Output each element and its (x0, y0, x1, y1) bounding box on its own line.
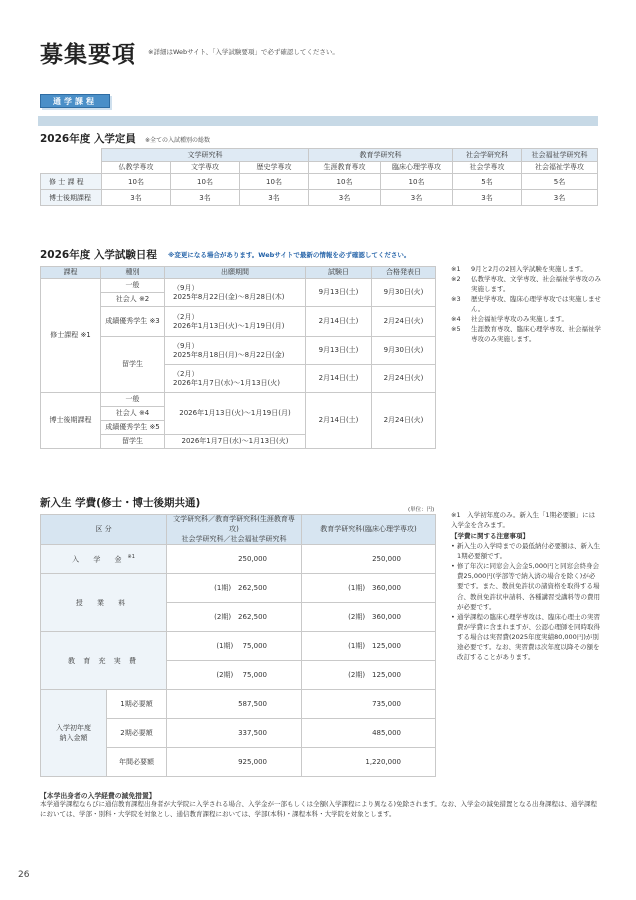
row-label: 博士後期課程 (41, 190, 102, 206)
capacity-value: 3名 (309, 190, 381, 206)
fees-note-item: 新入生の入学時までの最低納付必要額は、新入生1期必要額です。 (457, 542, 600, 561)
period-dates: 2026年1月7日(水)～1月13日(火) (165, 435, 306, 449)
period-dates: 2025年8月18日(月)～8月22日(金) (173, 350, 285, 359)
fee-value: (2期) 262,500 (167, 603, 302, 632)
admission-label-text: 入 学 金 (72, 555, 128, 564)
fees-note-item: 通学課程の臨床心理学専攻は、臨床心理士の実習費が学費に含まれますが、公認心理師を同時取得する場合は実習費(2025年度実績80,000円)が別途必要です。なお、実習費は次年度以降その額を改訂することがあります。 (457, 612, 600, 661)
header-col1-line1: 文学研究科／教育学研究科(生涯教育専攻) (173, 515, 295, 533)
header-col1-line2: 社会学研究科／社会福祉学研究科 (181, 534, 287, 543)
first-year-label (41, 690, 107, 777)
period-cell (165, 337, 306, 365)
capacity-value: 3名 (171, 190, 240, 206)
page-number: 26 (18, 870, 30, 880)
note-key: ※4 (451, 315, 461, 324)
fee-value: (2期) 75,000 (167, 661, 302, 690)
header-cell: 合格発表日 (372, 267, 436, 279)
period-head: （2月） (173, 369, 199, 378)
major-cell: 文学専攻 (171, 161, 240, 174)
header-cell: 出願期間 (165, 267, 306, 279)
fees-notes-head: 【学費に関する注意事項】 (451, 532, 529, 541)
first-year-label-2: 納入金額 (59, 734, 88, 743)
capacity-value: 3名 (381, 190, 453, 206)
admission-mark: ※1 (127, 554, 135, 561)
fee-value: (1期) 125,000 (302, 632, 436, 661)
reduction-title: 【本学出身者の入学経費の減免措置】 (40, 792, 156, 800)
exam-type: 留学生 (101, 337, 165, 393)
result-date: 2月24日(火) (372, 365, 436, 393)
fee-value: 485,000 (302, 719, 436, 748)
capacity-value: 10名 (240, 174, 309, 190)
major-cell: 歴史学専攻 (240, 161, 309, 174)
period-dates: 2026年1月7日(水)～1月13日(火) (173, 378, 281, 387)
first-year-row-label: 1期必要額 (107, 690, 167, 719)
fees-notes: ※1 入学初年度のみ。新入生「1期必要額」には入学金を含みます。 【学費に関する注意事項】 • 新入生の入学時までの最低納付必要額は、新入生1期必要額です。 • 修了年次に同窓会入会金5,000円と同窓会終身会費25,000円(学部等で納入済の場合を除く)が必要です。また、教員免許状の諸資格を取得する場合、教員免許状申請料、各種講習受講料等の費用が必要です。 • 通学課程の臨床心理学専攻は、臨床心理士の実習費が学費に含まれますが、公認心理師を同時取得する場合は実習費(2025年度実績80,000円)が別途必要です。なお、実習費は次年度以降その額を改訂することがあります。 (451, 511, 600, 661)
fee-value: 735,000 (302, 690, 436, 719)
note-text: 歴史学専攻、臨床心理学専攻では実施しません。 (471, 295, 601, 314)
capacity-value: 3名 (102, 190, 171, 206)
header-cell: 課程 (41, 267, 101, 279)
result-date: 2月24日(火) (372, 307, 436, 337)
period-cell (165, 307, 306, 337)
exam-type: 留学生 (101, 435, 165, 449)
header-col2: 教育学研究科(臨床心理学専攻) (302, 515, 436, 545)
fees-note-item: 修了年次に同窓会入会金5,000円と同窓会終身会費25,000円(学部等で納入済の場合を除く)が必要です。また、教員免許状の諸資格を取得する場合、教員免許状申請料、各種講習受講料等の費用が必要です。 (457, 562, 600, 611)
doctor-course-label: 博士後期課程 (41, 393, 101, 449)
capacity-value: 10名 (102, 174, 171, 190)
group-bungaku: 文学研究科 (102, 149, 309, 162)
note-key: ※5 (451, 325, 461, 334)
major-cell: 臨床心理学専攻 (381, 161, 453, 174)
period-head: （9月） (173, 341, 199, 350)
fees-title: 新入生 学費(修士・博士後期共通) (40, 497, 201, 509)
exam-type: 一般 (101, 393, 165, 407)
period-cell (165, 365, 306, 393)
period-dates: 2025年8月22日(金)～8月28日(木) (173, 292, 285, 301)
fee-value: 1,220,000 (302, 748, 436, 777)
section-divider-bar (38, 116, 598, 126)
fee-value: 250,000 (302, 545, 436, 574)
page-note: ※詳細はWebサイト、「入学試験要項」で必ず確認してください。 (148, 48, 339, 56)
group-shakai: 社会学研究科 (453, 149, 522, 162)
header-cell: 試験日 (306, 267, 372, 279)
note-key: ※2 (451, 275, 461, 284)
exam-date: 9月13日(土) (306, 337, 372, 365)
fee-value: (2期) 125,000 (302, 661, 436, 690)
schedule-table (40, 266, 436, 449)
row-label: 修 士 課 程 (41, 174, 102, 190)
exam-date: 2月14日(土) (306, 307, 372, 337)
major-cell: 仏教学専攻 (102, 161, 171, 174)
capacity-subtitle: ※全ての入試種別の総数 (145, 137, 211, 144)
note-key: ※3 (451, 295, 461, 304)
schedule-notes (451, 264, 601, 345)
period-dates: 2026年1月13日(火)～1月19日(月) (173, 321, 285, 330)
capacity-value: 3名 (240, 190, 309, 206)
capacity-value: 5名 (522, 174, 598, 190)
period-dates: 2026年1月13日(火)～1月19日(月) (165, 393, 306, 435)
capacity-value: 10名 (171, 174, 240, 190)
schedule-title: 2026年度 入学試験日程 (40, 249, 157, 261)
page-title: 募集要項 (40, 42, 136, 68)
result-date: 9月30日(火) (372, 337, 436, 365)
capacity-value: 10名 (309, 174, 381, 190)
fee-value: (1期) 262,500 (167, 574, 302, 603)
fee-value: (1期) 75,000 (167, 632, 302, 661)
capacity-value: 5名 (453, 174, 522, 190)
capacity-value: 3名 (453, 190, 522, 206)
exam-type: 一般 (101, 279, 165, 293)
major-cell: 社会福祉学専攻 (522, 161, 598, 174)
course-tab: 通学課程 (40, 94, 110, 108)
first-year-label-1: 入学初年度 (56, 723, 91, 732)
capacity-table (40, 148, 598, 206)
exam-type: 成績優秀学生 ※5 (101, 421, 165, 435)
exam-type: 社会人 ※2 (101, 293, 165, 307)
fee-value: (2期) 360,000 (302, 603, 436, 632)
capacity-title: 2026年度 入学定員 (40, 133, 136, 145)
first-year-row-label: 年間必要額 (107, 748, 167, 777)
fees-unit: (単位：円) (408, 507, 435, 513)
result-date: 9月30日(火) (372, 279, 436, 307)
exam-date: 2月14日(土) (306, 365, 372, 393)
header-col1 (167, 515, 302, 545)
period-head: （2月） (173, 312, 199, 321)
header-kubun: 区 分 (41, 515, 167, 545)
fee-value: 925,000 (167, 748, 302, 777)
note-text: 9月と2月の2回入学試験を実施します。 (471, 265, 587, 273)
header-cell: 種別 (101, 267, 165, 279)
fee-value: 337,500 (167, 719, 302, 748)
exam-date: 9月13日(土) (306, 279, 372, 307)
fee-value: 250,000 (167, 545, 302, 574)
major-cell: 社会学専攻 (453, 161, 522, 174)
exam-type: 成績優秀学生 ※3 (101, 307, 165, 337)
fee-value: (1期) 360,000 (302, 574, 436, 603)
exam-date: 2月14日(土) (306, 393, 372, 449)
fee-value: 587,500 (167, 690, 302, 719)
master-course-label: 修士課程 ※1 (41, 279, 101, 393)
period-cell (165, 279, 306, 307)
note-text: 社会福祉学専攻のみ実施します。 (471, 315, 568, 324)
period-head: （9月） (173, 283, 199, 292)
major-cell: 生涯教育専攻 (309, 161, 381, 174)
exam-type: 社会人 ※4 (101, 407, 165, 421)
note-text: 仏教学専攻、文学専攻、社会福祉学専攻のみ実施します。 (471, 275, 601, 294)
fees-note-top: ※1 入学初年度のみ。新入生「1期必要額」には入学金を含みます。 (451, 511, 596, 530)
fees-table (40, 514, 436, 777)
admission-label (41, 545, 167, 574)
first-year-row-label: 2期必要額 (107, 719, 167, 748)
note-text: 生涯教育専攻、臨床心理学専攻、社会福祉学専攻のみ実施します。 (471, 325, 601, 344)
tuition-label: 授 業 料 (41, 574, 167, 632)
group-kyoiku: 教育学研究科 (309, 149, 453, 162)
capacity-value: 3名 (522, 190, 598, 206)
reduction-text: 本学通学課程ならびに通信教育課程出身者が大学院に入学される場合、入学金が一部もしくは全額(入学課程により異なる)免除されます。なお、入学金の減免措置となる出身課程は、通学課程においては、学部・別科・大学院を対象とし、通信教育課程においては、学部(本科)・課程本科・大学院を対象とします。 (40, 800, 598, 819)
schedule-warning: ※変更になる場合があります。Webサイトで最新の情報を必ず確認してください。 (168, 251, 411, 259)
note-key: ※1 (451, 265, 461, 273)
group-fukushi: 社会福祉学研究科 (522, 149, 598, 162)
capacity-value: 10名 (381, 174, 453, 190)
enrich-label: 教 育 充 実 費 (41, 632, 167, 690)
result-date: 2月24日(火) (372, 393, 436, 449)
